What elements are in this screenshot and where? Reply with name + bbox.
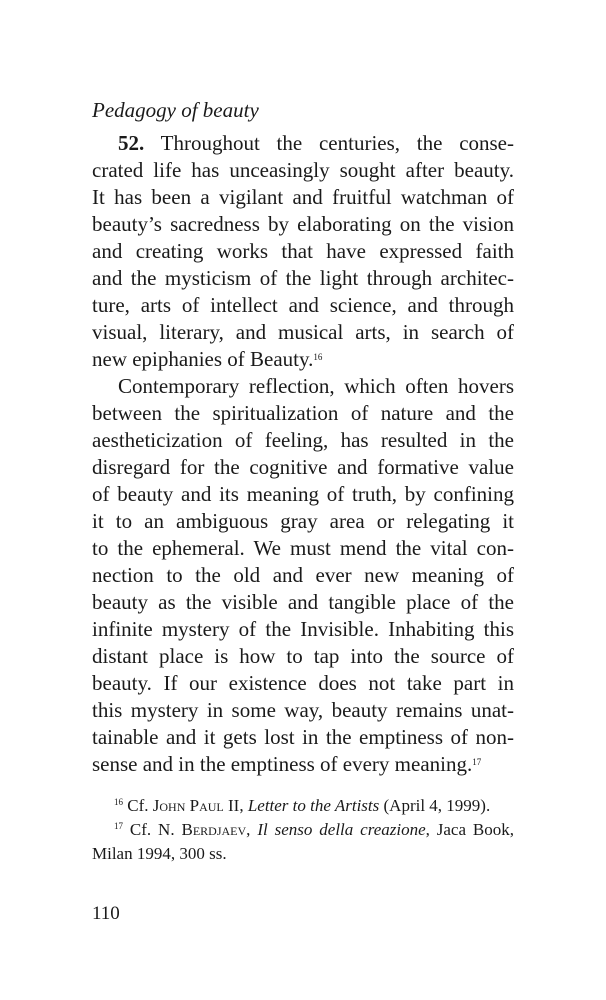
text-line: distant place is how to tap into the source of (92, 644, 514, 668)
text-line: nection to the old and ever new meaning of (92, 563, 514, 587)
footnotes (92, 794, 514, 866)
footnote-17-continuation: Milan 1994, 300 ss. (92, 844, 227, 863)
footnote-ref[interactable]: 17 (472, 757, 482, 767)
footnote-title: Il senso della creazione (257, 820, 426, 839)
footnote-17: $^{17}$ Cf. N. Berdjaev, Il senso della creazione, Jaca Book, (114, 820, 515, 839)
text-line: to the ephemeral. We must mend the vital con- (92, 536, 514, 560)
text-line: disregard for the cognitive and formative value (92, 455, 514, 479)
book-page-content (92, 96, 514, 866)
footnote-number: 16 (114, 797, 123, 807)
text-line: visual, literary, and musical arts, in search of (92, 320, 514, 344)
text-line: It has been a vigilant and fruitful watchman of (92, 185, 514, 209)
paragraph-contemporary-reflection (92, 373, 514, 778)
text-line: it to an ambiguous gray area or relegating it (92, 509, 514, 533)
text-line: beauty’s sacredness by elaborating on the vision (92, 212, 514, 236)
text-line: crated life has unceasingly sought after beauty. (92, 158, 514, 182)
footnote-author: Berdjaev (181, 820, 247, 839)
text-line: between the spiritualization of nature and the (92, 401, 514, 425)
text-line: and the mysticism of the light through architec- (92, 266, 514, 290)
text-line: beauty as the visible and tangible place of the (92, 590, 514, 614)
text-line: infinite mystery of the Invisible. Inhabiting this (92, 617, 514, 641)
text-line: new epiphanies of Beauty.$^{16}$ (92, 347, 323, 371)
paragraph-number: 52. (118, 131, 145, 155)
footnote-title: Letter to the Artists (247, 796, 380, 815)
footnote-author: John Paul II (152, 796, 240, 815)
text-line: sense and in the emptiness of every meaning.$^{17}$ (92, 752, 482, 776)
footnote-ref[interactable]: 16 (313, 352, 323, 362)
text-line: and creating works that have expressed faith (92, 239, 514, 263)
text-line: Contemporary reflection, which often hovers (118, 374, 514, 398)
footnote-16: $^{16}$ Cf. John Paul II, Letter to the Artists (April 4, 1999). (114, 796, 491, 815)
text-line: tainable and it gets lost in the emptiness of non- (92, 725, 514, 749)
text-line: of beauty and its meaning of truth, by confining (92, 482, 514, 506)
text-line: this mystery in some way, beauty remains unat- (92, 698, 514, 722)
text-line: beauty. If our existence does not take part in (92, 671, 514, 695)
text-line: ture, arts of intellect and science, and through (92, 293, 514, 317)
text-line: 52. Throughout the centuries, the conse- (118, 131, 514, 155)
text-line: aestheticization of feeling, has resulted in the (92, 428, 514, 452)
page-number: 110 (92, 903, 120, 924)
section-heading: Pedagogy of beauty (92, 98, 259, 122)
paragraph-52 (92, 130, 514, 373)
footnote-number: 17 (114, 821, 123, 831)
